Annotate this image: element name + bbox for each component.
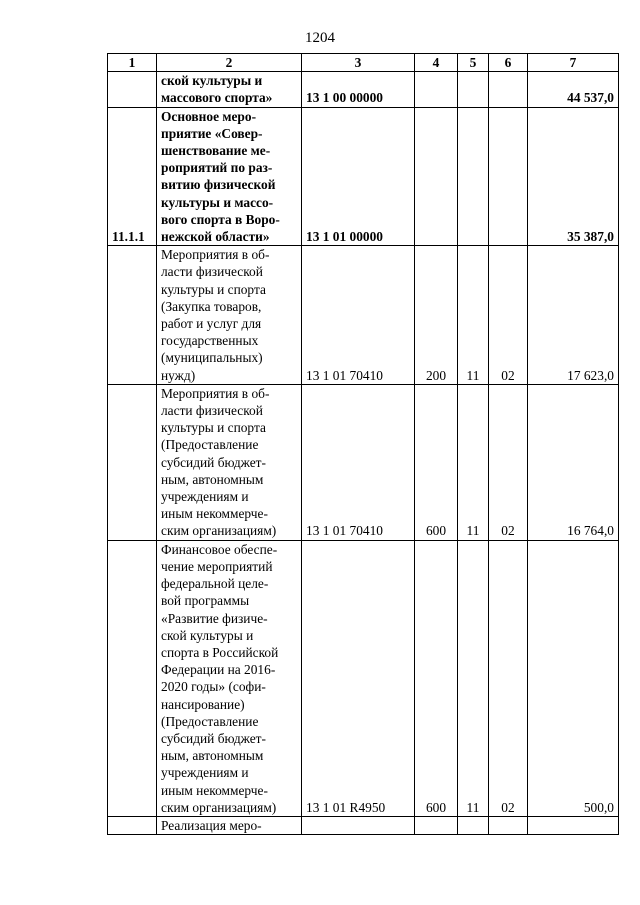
row-number xyxy=(108,246,157,385)
row-name-line: учреждениям и xyxy=(161,765,249,781)
row-name-line: иным некоммерче- xyxy=(161,782,268,798)
table-row xyxy=(108,816,619,834)
row-col5: 11 xyxy=(458,246,489,385)
table-row xyxy=(108,384,619,540)
row-number xyxy=(108,72,157,107)
row-col5 xyxy=(458,107,489,246)
row-code: 13 1 01 00000 xyxy=(302,107,415,246)
row-number xyxy=(108,816,157,834)
column-header: 3 xyxy=(302,54,415,72)
column-header: 4 xyxy=(415,54,458,72)
row-number xyxy=(108,540,157,816)
table-header-row xyxy=(108,54,619,72)
row-col6: 02 xyxy=(489,246,528,385)
row-name-line: витию физической xyxy=(161,177,276,193)
row-col6 xyxy=(489,816,528,834)
budget-table xyxy=(107,53,619,835)
row-name-line: субсидий бюджет- xyxy=(161,730,266,746)
column-header: 5 xyxy=(458,54,489,72)
row-name-line: шенствование ме- xyxy=(161,143,271,159)
row-name-line: 2020 годы» (софи- xyxy=(161,679,266,695)
row-name-line: работ и услуг для xyxy=(161,316,262,332)
row-name-line: ской культуры и xyxy=(161,627,254,643)
row-name-line: (Закупка товаров, xyxy=(161,298,262,314)
row-name-line: Мероприятия в об- xyxy=(161,385,270,401)
row-col5: 11 xyxy=(458,384,489,540)
row-name-line: культуры и массо- xyxy=(161,194,274,210)
row-name-line: ской культуры и xyxy=(161,73,263,89)
row-code: 13 1 00 00000 xyxy=(302,72,415,107)
column-header: 7 xyxy=(528,54,619,72)
table-row xyxy=(108,107,619,246)
row-amount: 500,0 xyxy=(528,540,619,816)
row-code: 13 1 01 70410 xyxy=(302,384,415,540)
row-col5 xyxy=(458,72,489,107)
row-name-line: ским организациям) xyxy=(161,523,277,539)
row-name-line: ным, автономным xyxy=(161,748,264,764)
row-name-line: (Предоставление xyxy=(161,713,259,729)
row-number: 11.1.1 xyxy=(108,107,157,246)
row-name-line: Реализация меро- xyxy=(161,817,262,833)
row-amount: 16 764,0 xyxy=(528,384,619,540)
row-name-line: учреждениям и xyxy=(161,489,249,505)
row-name-line: иным некоммерче- xyxy=(161,506,268,522)
row-name-line: (Предоставление xyxy=(161,437,259,453)
table-row xyxy=(108,72,619,107)
table-row xyxy=(108,246,619,385)
row-name-line: субсидий бюджет- xyxy=(161,454,266,470)
row-name-line: (муниципальных) xyxy=(161,350,263,366)
row-code: 13 1 01 R4950 xyxy=(302,540,415,816)
row-number xyxy=(108,384,157,540)
row-name-line: массового спорта» xyxy=(161,90,273,106)
row-name-line: Финансовое обеспе- xyxy=(161,541,278,557)
row-name-line: нужд) xyxy=(161,367,196,383)
row-amount: 44 537,0 xyxy=(528,72,619,107)
row-code xyxy=(302,816,415,834)
row-name-line: «Развитие физиче- xyxy=(161,610,268,626)
table-row xyxy=(108,540,619,816)
row-name-line: чение мероприятий xyxy=(161,558,273,574)
row-name-line: ным, автономным xyxy=(161,471,264,487)
row-name-line: ским организациям) xyxy=(161,799,277,815)
row-col4: 600 xyxy=(415,540,458,816)
row-col6: 02 xyxy=(489,540,528,816)
row-col6 xyxy=(489,72,528,107)
row-name-line: федеральной целе- xyxy=(161,576,269,592)
row-name-line: Федерации на 2016- xyxy=(161,662,276,678)
row-name-line: роприятий по раз- xyxy=(161,160,273,176)
row-col6 xyxy=(489,107,528,246)
row-amount: 17 623,0 xyxy=(528,246,619,385)
row-col4 xyxy=(415,816,458,834)
row-name-line: нансирование) xyxy=(161,696,245,712)
column-header: 2 xyxy=(157,54,302,72)
row-col4: 200 xyxy=(415,246,458,385)
column-header: 6 xyxy=(489,54,528,72)
row-col6: 02 xyxy=(489,384,528,540)
row-col5: 11 xyxy=(458,540,489,816)
row-name-line: Мероприятия в об- xyxy=(161,247,270,263)
row-name xyxy=(157,816,302,834)
row-name xyxy=(157,384,302,540)
row-name xyxy=(157,540,302,816)
row-name-line: спорта в Российской xyxy=(161,644,279,660)
row-amount xyxy=(528,816,619,834)
row-name xyxy=(157,107,302,246)
row-name-line: культуры и спорта xyxy=(161,281,266,297)
row-name-line: государственных xyxy=(161,333,259,349)
row-name xyxy=(157,72,302,107)
row-amount: 35 387,0 xyxy=(528,107,619,246)
row-name-line: ласти физической xyxy=(161,403,263,419)
row-name-line: приятие «Совер- xyxy=(161,125,263,141)
row-name-line: вого спорта в Воро- xyxy=(161,211,280,227)
row-name-line: ласти физической xyxy=(161,264,263,280)
row-name-line: вой программы xyxy=(161,593,250,609)
row-code: 13 1 01 70410 xyxy=(302,246,415,385)
row-col4 xyxy=(415,107,458,246)
row-name-line: нежской области» xyxy=(161,229,270,245)
row-name-line: культуры и спорта xyxy=(161,420,266,436)
row-col4: 600 xyxy=(415,384,458,540)
row-name xyxy=(157,246,302,385)
column-header: 1 xyxy=(108,54,157,72)
row-name-line: Основное меро- xyxy=(161,108,257,124)
row-col4 xyxy=(415,72,458,107)
page-number: 1204 xyxy=(305,30,335,46)
row-col5 xyxy=(458,816,489,834)
